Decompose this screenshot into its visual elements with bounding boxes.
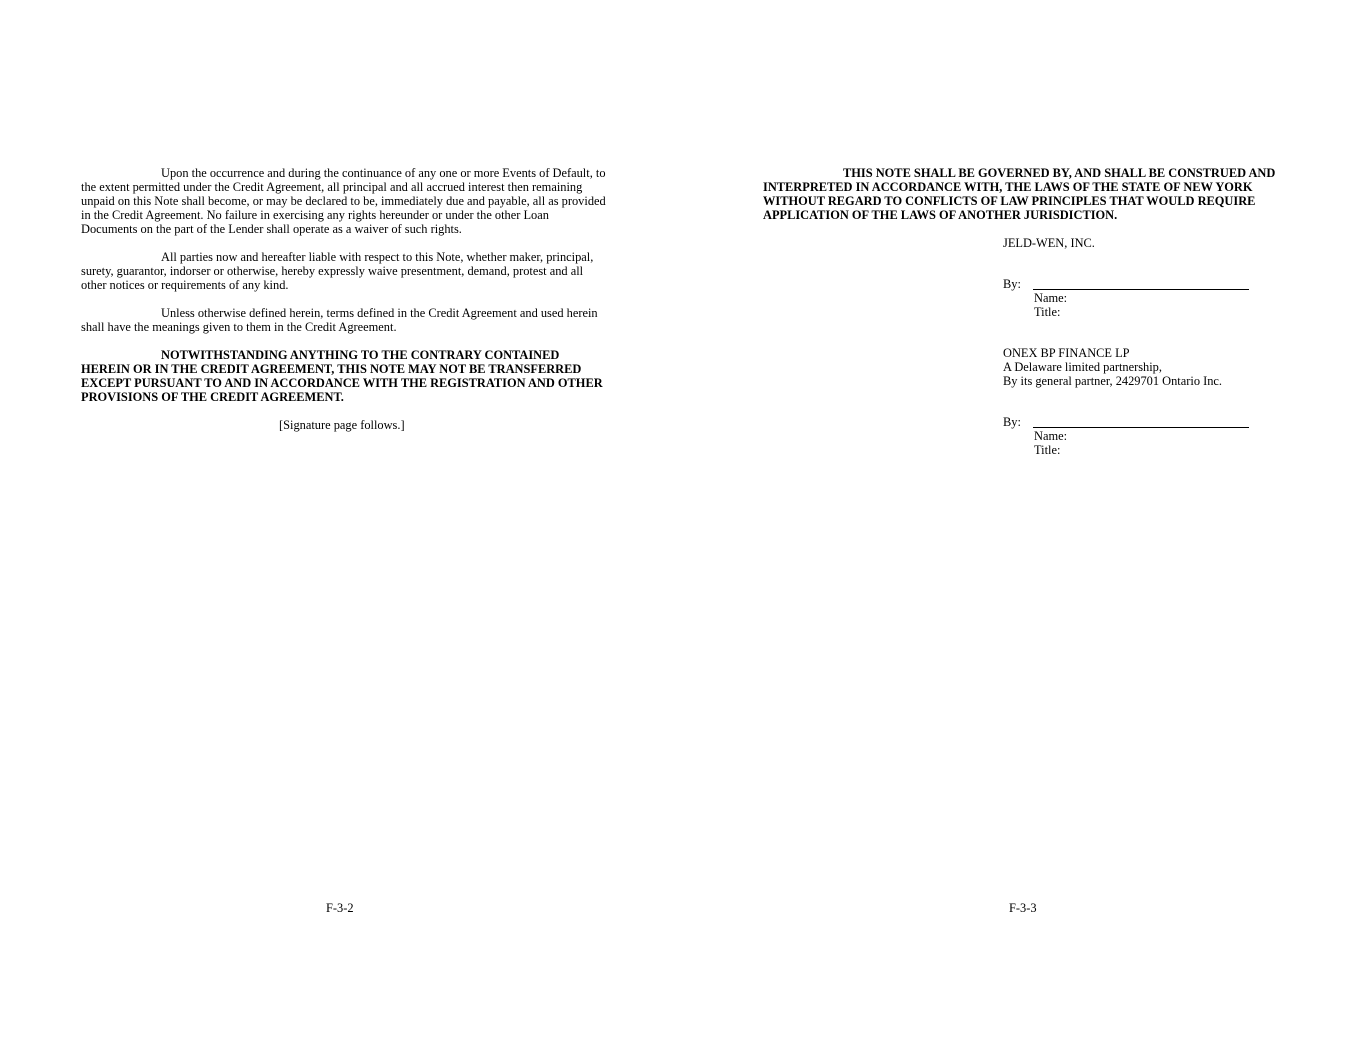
paragraph-line: Documents on the part of the Lender shall operate as a waiver of such rights. [81, 222, 462, 236]
signatory-block-onex [1003, 346, 1222, 457]
title-label: Title: [1034, 443, 1061, 457]
paragraph-line: unpaid on this Note shall become, or may be declared to be, immediately due and payable, all as provided [81, 194, 606, 208]
page-number: F-3-3 [1009, 901, 1037, 915]
name-label: Name: [1034, 429, 1068, 443]
signature-line[interactable] [1033, 289, 1249, 290]
transfer-restriction-paragraph [81, 348, 603, 404]
paragraph-line: Upon the occurrence and during the continuance of any one or more Events of Default, to [161, 166, 606, 180]
document-page-left [0, 0, 682, 1055]
document-page-right [682, 0, 1365, 1055]
page-number: F-3-2 [326, 901, 354, 915]
paragraph-line: surety, guarantor, indorser or otherwise, hereby expressly waive presentment, demand, protest and all [81, 264, 584, 278]
paragraph-line: WITHOUT REGARD TO CONFLICTS OF LAW PRINCIPLES THAT WOULD REQUIRE [763, 194, 1256, 208]
paragraph-line: in the Credit Agreement. No failure in exercising any rights hereunder or under the other Loan [81, 208, 549, 222]
paragraph-line: NOTWITHSTANDING ANYTHING TO THE CONTRARY CONTAINED [161, 348, 560, 362]
waiver-paragraph [81, 250, 593, 292]
signatory-entity-description: A Delaware limited partnership, [1003, 360, 1162, 374]
paragraph-line: the extent permitted under the Credit Agreement, all principal and all accrued interest then remaining [81, 180, 583, 194]
paragraph-line: Unless otherwise defined herein, terms defined in the Credit Agreement and used herein [161, 306, 598, 320]
paragraph-line: HEREIN OR IN THE CREDIT AGREEMENT, THIS NOTE MAY NOT BE TRANSFERRED [81, 362, 582, 376]
governing-law-paragraph [763, 166, 1275, 222]
signatory-entity-name: ONEX BP FINANCE LP [1003, 346, 1130, 360]
definitions-paragraph [81, 306, 598, 334]
paragraph-line: THIS NOTE SHALL BE GOVERNED BY, AND SHALL BE CONSTRUED AND [843, 166, 1276, 180]
signature-line-row [1003, 415, 1222, 429]
signatory-general-partner: By its general partner, 2429701 Ontario Inc. [1003, 374, 1223, 388]
by-label: By: [1003, 415, 1021, 429]
name-label: Name: [1034, 291, 1068, 305]
paragraph-line: APPLICATION OF THE LAWS OF ANOTHER JURISDICTION. [763, 208, 1118, 222]
paragraph-line: EXCEPT PURSUANT TO AND IN ACCORDANCE WITH THE REGISTRATION AND OTHER [81, 376, 603, 390]
title-label: Title: [1034, 305, 1061, 319]
by-label: By: [1003, 277, 1021, 291]
paragraph-line: shall have the meanings given to them in the Credit Agreement. [81, 320, 397, 334]
paragraph-line: PROVISIONS OF THE CREDIT AGREEMENT. [81, 390, 344, 404]
signatory-entity-name: JELD-WEN, INC. [1003, 236, 1095, 250]
signature-page-note: [Signature page follows.] [279, 418, 405, 432]
paragraph-line: All parties now and hereafter liable with respect to this Note, whether maker, principal, [161, 250, 594, 264]
paragraph-line: INTERPRETED IN ACCORDANCE WITH, THE LAWS OF THE STATE OF NEW YORK [763, 180, 1253, 194]
events-of-default-paragraph [81, 166, 606, 236]
signatory-block-jeld-wen [1003, 236, 1095, 319]
paragraph-line: other notices or requirements of any kind. [81, 278, 289, 292]
signature-line[interactable] [1033, 427, 1249, 428]
signature-line-row [1003, 277, 1095, 291]
